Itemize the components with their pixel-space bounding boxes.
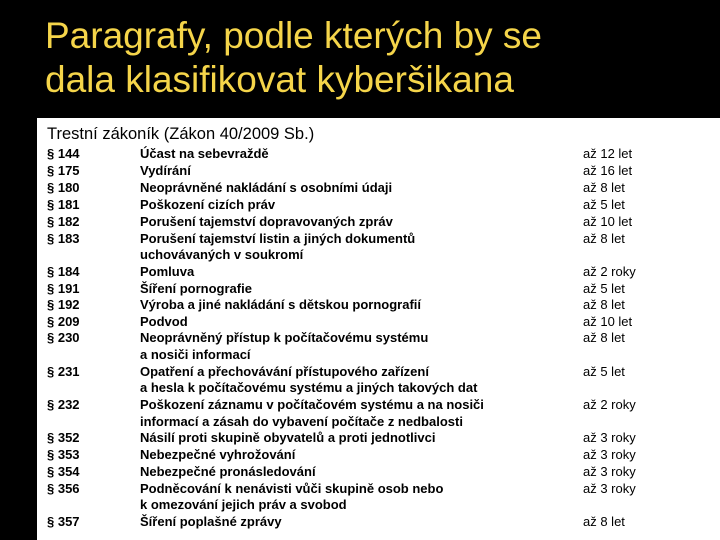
offense-description: k omezování jejich práv a svobod: [140, 497, 347, 512]
penalty: až 3 roky: [583, 447, 636, 462]
penalty: až 3 roky: [583, 464, 636, 479]
title-line-1: Paragrafy, podle kterých by se: [45, 15, 543, 56]
offense-description: Poškození cizích práv: [140, 197, 276, 212]
offense-description: Pomluva: [140, 264, 195, 279]
section-number: § 180: [47, 180, 80, 195]
section-number: § 192: [47, 297, 80, 312]
offense-description: a nosiči informací: [140, 347, 251, 362]
penalty: až 2 roky: [583, 397, 636, 412]
penalty: až 16 let: [583, 163, 633, 178]
offense-description: Šíření pornografie: [140, 281, 252, 296]
section-number: § 209: [47, 314, 80, 329]
section-number: § 144: [47, 146, 80, 161]
penalty: až 2 roky: [583, 264, 636, 279]
section-number: § 182: [47, 214, 80, 229]
penalty: až 3 roky: [583, 481, 636, 496]
offense-description: Opatření a přechovávání přístupového zařízení: [140, 364, 429, 379]
section-number: § 357: [47, 514, 80, 529]
offense-description: Porušení tajemství dopravovaných zpráv: [140, 214, 393, 229]
subtitle: Trestní zákoník (Zákon 40/2009 Sb.): [47, 125, 315, 143]
penalty: až 8 let: [583, 297, 625, 312]
offense-description: Výroba a jiné nakládání s dětskou pornografií: [140, 297, 422, 312]
section-number: § 354: [47, 464, 80, 479]
section-number: § 181: [47, 197, 80, 212]
penalty: až 8 let: [583, 180, 625, 195]
penalty: až 8 let: [583, 231, 625, 246]
section-number: § 183: [47, 231, 80, 246]
section-number: § 232: [47, 397, 80, 412]
offense-description: Šíření poplašné zprávy: [140, 514, 282, 529]
offense-description: Podvod: [140, 314, 188, 329]
section-number: § 191: [47, 281, 80, 296]
section-number: § 353: [47, 447, 80, 462]
offense-description: Neoprávněné nakládání s osobními údaji: [140, 180, 393, 195]
offense-description: informací a zásah do vybavení počítače z nedbalosti: [140, 414, 463, 429]
offense-description: Účast na sebevraždě: [140, 146, 269, 161]
penalty: až 10 let: [583, 214, 633, 229]
offense-description: Podněcování k nenávisti vůči skupině osob nebo: [140, 481, 444, 496]
section-number: § 230: [47, 330, 80, 345]
section-number: § 175: [47, 163, 80, 178]
offense-description: Porušení tajemství listin a jiných dokumentů: [140, 231, 416, 246]
section-number: § 356: [47, 481, 80, 496]
penalty: až 5 let: [583, 197, 625, 212]
content-panel: [37, 118, 720, 540]
offense-description: Nebezpečné pronásledování: [140, 464, 316, 479]
title-line-2: dala klasifikovat kyberšikana: [45, 59, 514, 100]
penalty: až 8 let: [583, 514, 625, 529]
penalty: až 5 let: [583, 364, 625, 379]
penalty: až 5 let: [583, 281, 625, 296]
offense-description: Neoprávněný přístup k počítačovému systému: [140, 330, 429, 345]
penalty: až 8 let: [583, 330, 625, 345]
penalty: až 10 let: [583, 314, 633, 329]
penalty: až 3 roky: [583, 430, 636, 445]
offense-description: Násilí proti skupině obyvatelů a proti jednotlivci: [140, 430, 436, 445]
penalty: až 12 let: [583, 146, 633, 161]
offense-description: Nebezpečné vyhrožování: [140, 447, 296, 462]
offense-description: uchovávaných v soukromí: [140, 247, 304, 262]
section-number: § 352: [47, 430, 80, 445]
offense-description: Vydírání: [140, 163, 191, 178]
slide-title: [45, 14, 705, 102]
section-number: § 184: [47, 264, 80, 279]
section-number: § 231: [47, 364, 80, 379]
offense-description: a hesla k počítačovému systému a jiných takových dat: [140, 380, 478, 395]
offense-description: Poškození záznamu v počítačovém systému a na nosiči: [140, 397, 484, 412]
